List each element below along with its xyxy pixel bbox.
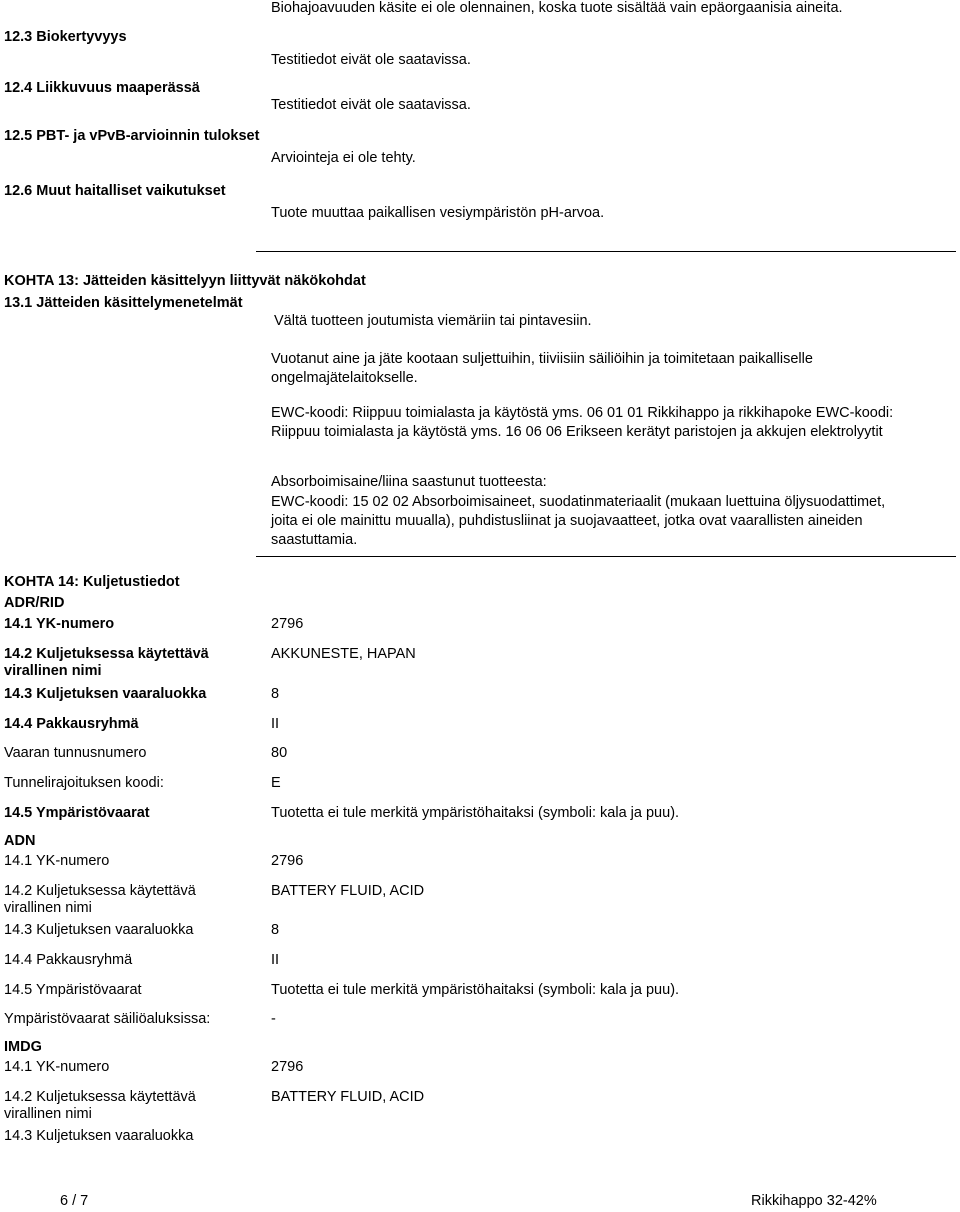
bio-text: Testitiedot eivät ole saatavissa.: [271, 52, 471, 68]
adr-hazid-label: Vaaran tunnusnumero: [4, 745, 147, 761]
other-text: Tuote muuttaa paikallisen vesiympäristön pH-arvoa.: [271, 205, 605, 221]
sec13-title: KOHTA 13: Jätteiden käsittelyyn liittyvät näkökohdat: [4, 273, 366, 289]
adn-un-label: 14.1 YK-numero: [4, 853, 110, 869]
soil-title: 12.4 Liikkuvuus maaperässä: [4, 80, 200, 96]
sec13-p3: EWC-koodi: Riippuu toimialasta ja käytöstä yms. 06 01 01 Rikkihappo ja rikkihapoke EWC-koodi: Riippuu toimialasta ja käytöstä yms. 16 06 06 Erikseen kerätyt paristojen ja akkujen elektrolyytit: [271, 405, 894, 440]
adr-env-value: Tuotetta ei tule merkitä ympäristöhaitaksi (symboli: kala ja puu).: [271, 805, 680, 821]
sec13-p1: Vältä tuotteen joutumista viemäriin tai pintavesiin.: [274, 313, 592, 329]
section-divider: [256, 556, 956, 557]
bio-title: 12.3 Biokertyvyys: [4, 29, 127, 45]
adr-name-label: 14.2 Kuljetuksessa käytettävä virallinen nimi: [4, 646, 209, 680]
adr-pack-value: II: [271, 716, 280, 732]
adr-class-label: 14.3 Kuljetuksen vaaraluokka: [4, 686, 207, 702]
adn-name-label: 14.2 Kuljetuksessa käytettävä virallinen nimi: [4, 883, 196, 917]
adr-un-value: 2796: [271, 616, 304, 632]
pbt-title: 12.5 PBT- ja vPvB-arvioinnin tulokset: [4, 128, 260, 144]
adr-tunnel-label: Tunnelirajoituksen koodi:: [4, 775, 164, 791]
sec13-p2: Vuotanut aine ja jäte kootaan suljettuihin, tiiviisiin säiliöihin ja toimitetaan paikalliselle ongelmajätelaitokselle.: [271, 351, 813, 386]
adn-env-label: 14.5 Ympäristövaarat: [4, 982, 142, 998]
adn-class-label: 14.3 Kuljetuksen vaaraluokka: [4, 922, 194, 938]
adn-env-value: Tuotetta ei tule merkitä ympäristöhaitaksi (symboli: kala ja puu).: [271, 982, 680, 998]
imdg-name-label: 14.2 Kuljetuksessa käytettävä virallinen nimi: [4, 1089, 196, 1123]
adn-heading: ADN: [4, 833, 36, 849]
section-divider: [256, 251, 956, 252]
sec12-intro: Biohajoavuuden käsite ei ole olennainen, koska tuote sisältää vain epäorgaanisia aineita.: [271, 0, 843, 16]
adr-name-value: AKKUNESTE, HAPAN: [271, 646, 416, 662]
adr-env-label: 14.5 Ympäristövaarat: [4, 805, 150, 821]
product-name: Rikkihappo 32-42%: [751, 1193, 877, 1209]
pbt-text: Arviointeja ei ole tehty.: [271, 150, 416, 166]
imdg-heading: IMDG: [4, 1039, 42, 1055]
imdg-un-label: 14.1 YK-numero: [4, 1059, 110, 1075]
sec13-p4a: Absorboimisaine/liina saastunut tuotteesta:: [271, 474, 547, 490]
imdg-class-label: 14.3 Kuljetuksen vaaraluokka: [4, 1128, 194, 1144]
adr-un-label: 14.1 YK-numero: [4, 616, 115, 632]
soil-text: Testitiedot eivät ole saatavissa.: [271, 97, 471, 113]
adr-tunnel-value: E: [271, 775, 281, 791]
other-title: 12.6 Muut haitalliset vaikutukset: [4, 183, 226, 199]
adn-pack-label: 14.4 Pakkausryhmä: [4, 952, 133, 968]
adr-class-value: 8: [271, 686, 280, 702]
adr-pack-label: 14.4 Pakkausryhmä: [4, 716, 139, 732]
adr-heading: ADR/RID: [4, 595, 65, 611]
imdg-un-value: 2796: [271, 1059, 304, 1075]
adn-un-value: 2796: [271, 853, 304, 869]
adr-hazid-value: 80: [271, 745, 288, 761]
adn-tank-label: Ympäristövaarat säiliöaluksissa:: [4, 1011, 211, 1027]
sec13-sub-title: 13.1 Jätteiden käsittelymenetelmät: [4, 295, 243, 311]
adn-name-value: BATTERY FLUID, ACID: [271, 883, 425, 899]
sec13-p4b: EWC-koodi: 15 02 02 Absorboimisaineet, suodatinmateriaalit (mukaan luettuina öljysuodattimet, joita ei ole mainittu muualla), puhdistusliinat ja suojavaatteet, jotka ovat vaarallisten aineiden saastuttamia.: [271, 494, 886, 548]
adn-pack-value: II: [271, 952, 280, 968]
imdg-name-value: BATTERY FLUID, ACID: [271, 1089, 425, 1105]
page-number: 6 / 7: [60, 1193, 89, 1209]
sec14-title: KOHTA 14: Kuljetustiedot: [4, 574, 180, 590]
adn-tank-value: -: [271, 1011, 276, 1027]
adn-class-value: 8: [271, 922, 280, 938]
